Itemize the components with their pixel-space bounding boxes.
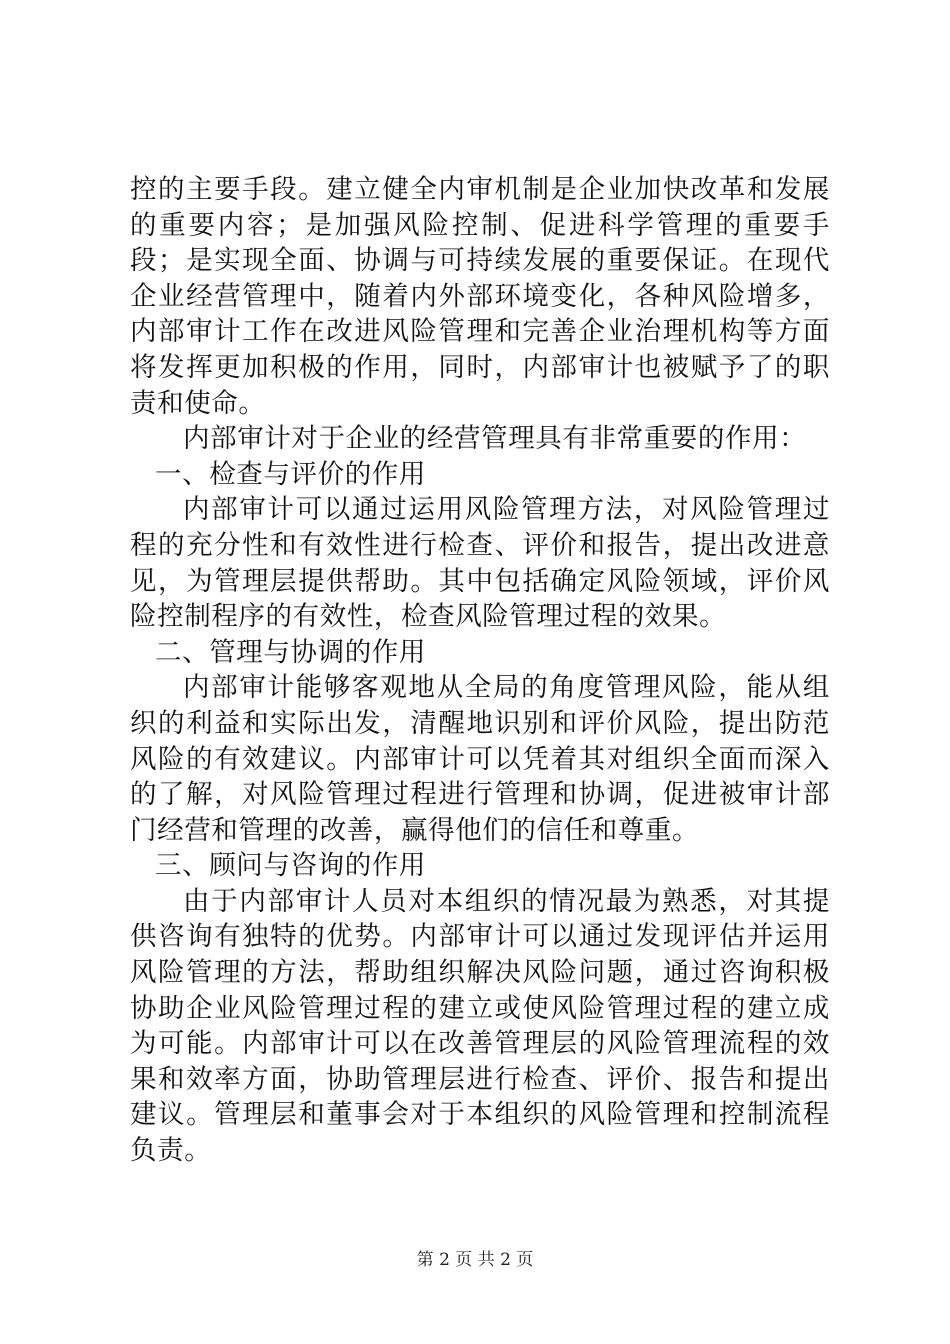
body-paragraph: 控的主要手段。建立健全内审机制是企业加快改革和发展的重要内容；是加强风险控制、促进科学管理的重要手段；是实现全面、协调与可持续发展的重要保证。在现代企业经营管理中，随着内外部环境变化，各种风险增多，内部审计工作在改进风险管理和完善企业治理机构等方面将发挥更加积极的作用，同时，内部审计也被赋予了的职责和使命。 <box>130 174 830 419</box>
body-paragraph: 内部审计对于企业的经营管理具有非常重要的作用： <box>183 423 807 455</box>
section-heading: 二、管理与协调的作用 <box>155 636 426 668</box>
body-paragraph: 内部审计可以通过运用风险管理方法，对风险管理过程的充分性和有效性进行检查、评价和报告，提出改进意见，为管理层提供帮助。其中包括确定风险领域，评价风险控制程序的有效性，检查风险管理过程的效果。 <box>130 494 830 633</box>
body-paragraph: 内部审计能够客观地从全局的角度管理风险，能从组织的利益和实际出发，清醒地识别和评价风险，提出防范风险的有效建议。内部审计可以凭着其对组织全面而深入的了解，对风险管理过程进行管理和协调，促进被审计部门经营和管理的改善，赢得他们的信任和尊重。 <box>130 672 830 846</box>
section-heading: 一、检查与评价的作用 <box>155 458 426 490</box>
page-number-footer: 第 2 页 共 2 页 <box>416 1250 534 1270</box>
document-body <box>130 172 830 1169</box>
body-paragraph: 由于内部审计人员对本组织的情况最为熟悉，对其提供咨询有独特的优势。内部审计可以通过发现评估并运用风险管理的方法，帮助组织解决风险问题，通过咨询积极协助企业风险管理过程的建立或使风险管理过程的建立成为可能。内部审计可以在改善管理层的风险管理流程的效果和效率方面，协助管理层进行检查、评价、报告和提出建议。管理层和董事会对于本组织的风险管理和控制流程负责。 <box>130 885 830 1167</box>
section-heading: 三、顾问与咨询的作用 <box>155 850 426 882</box>
